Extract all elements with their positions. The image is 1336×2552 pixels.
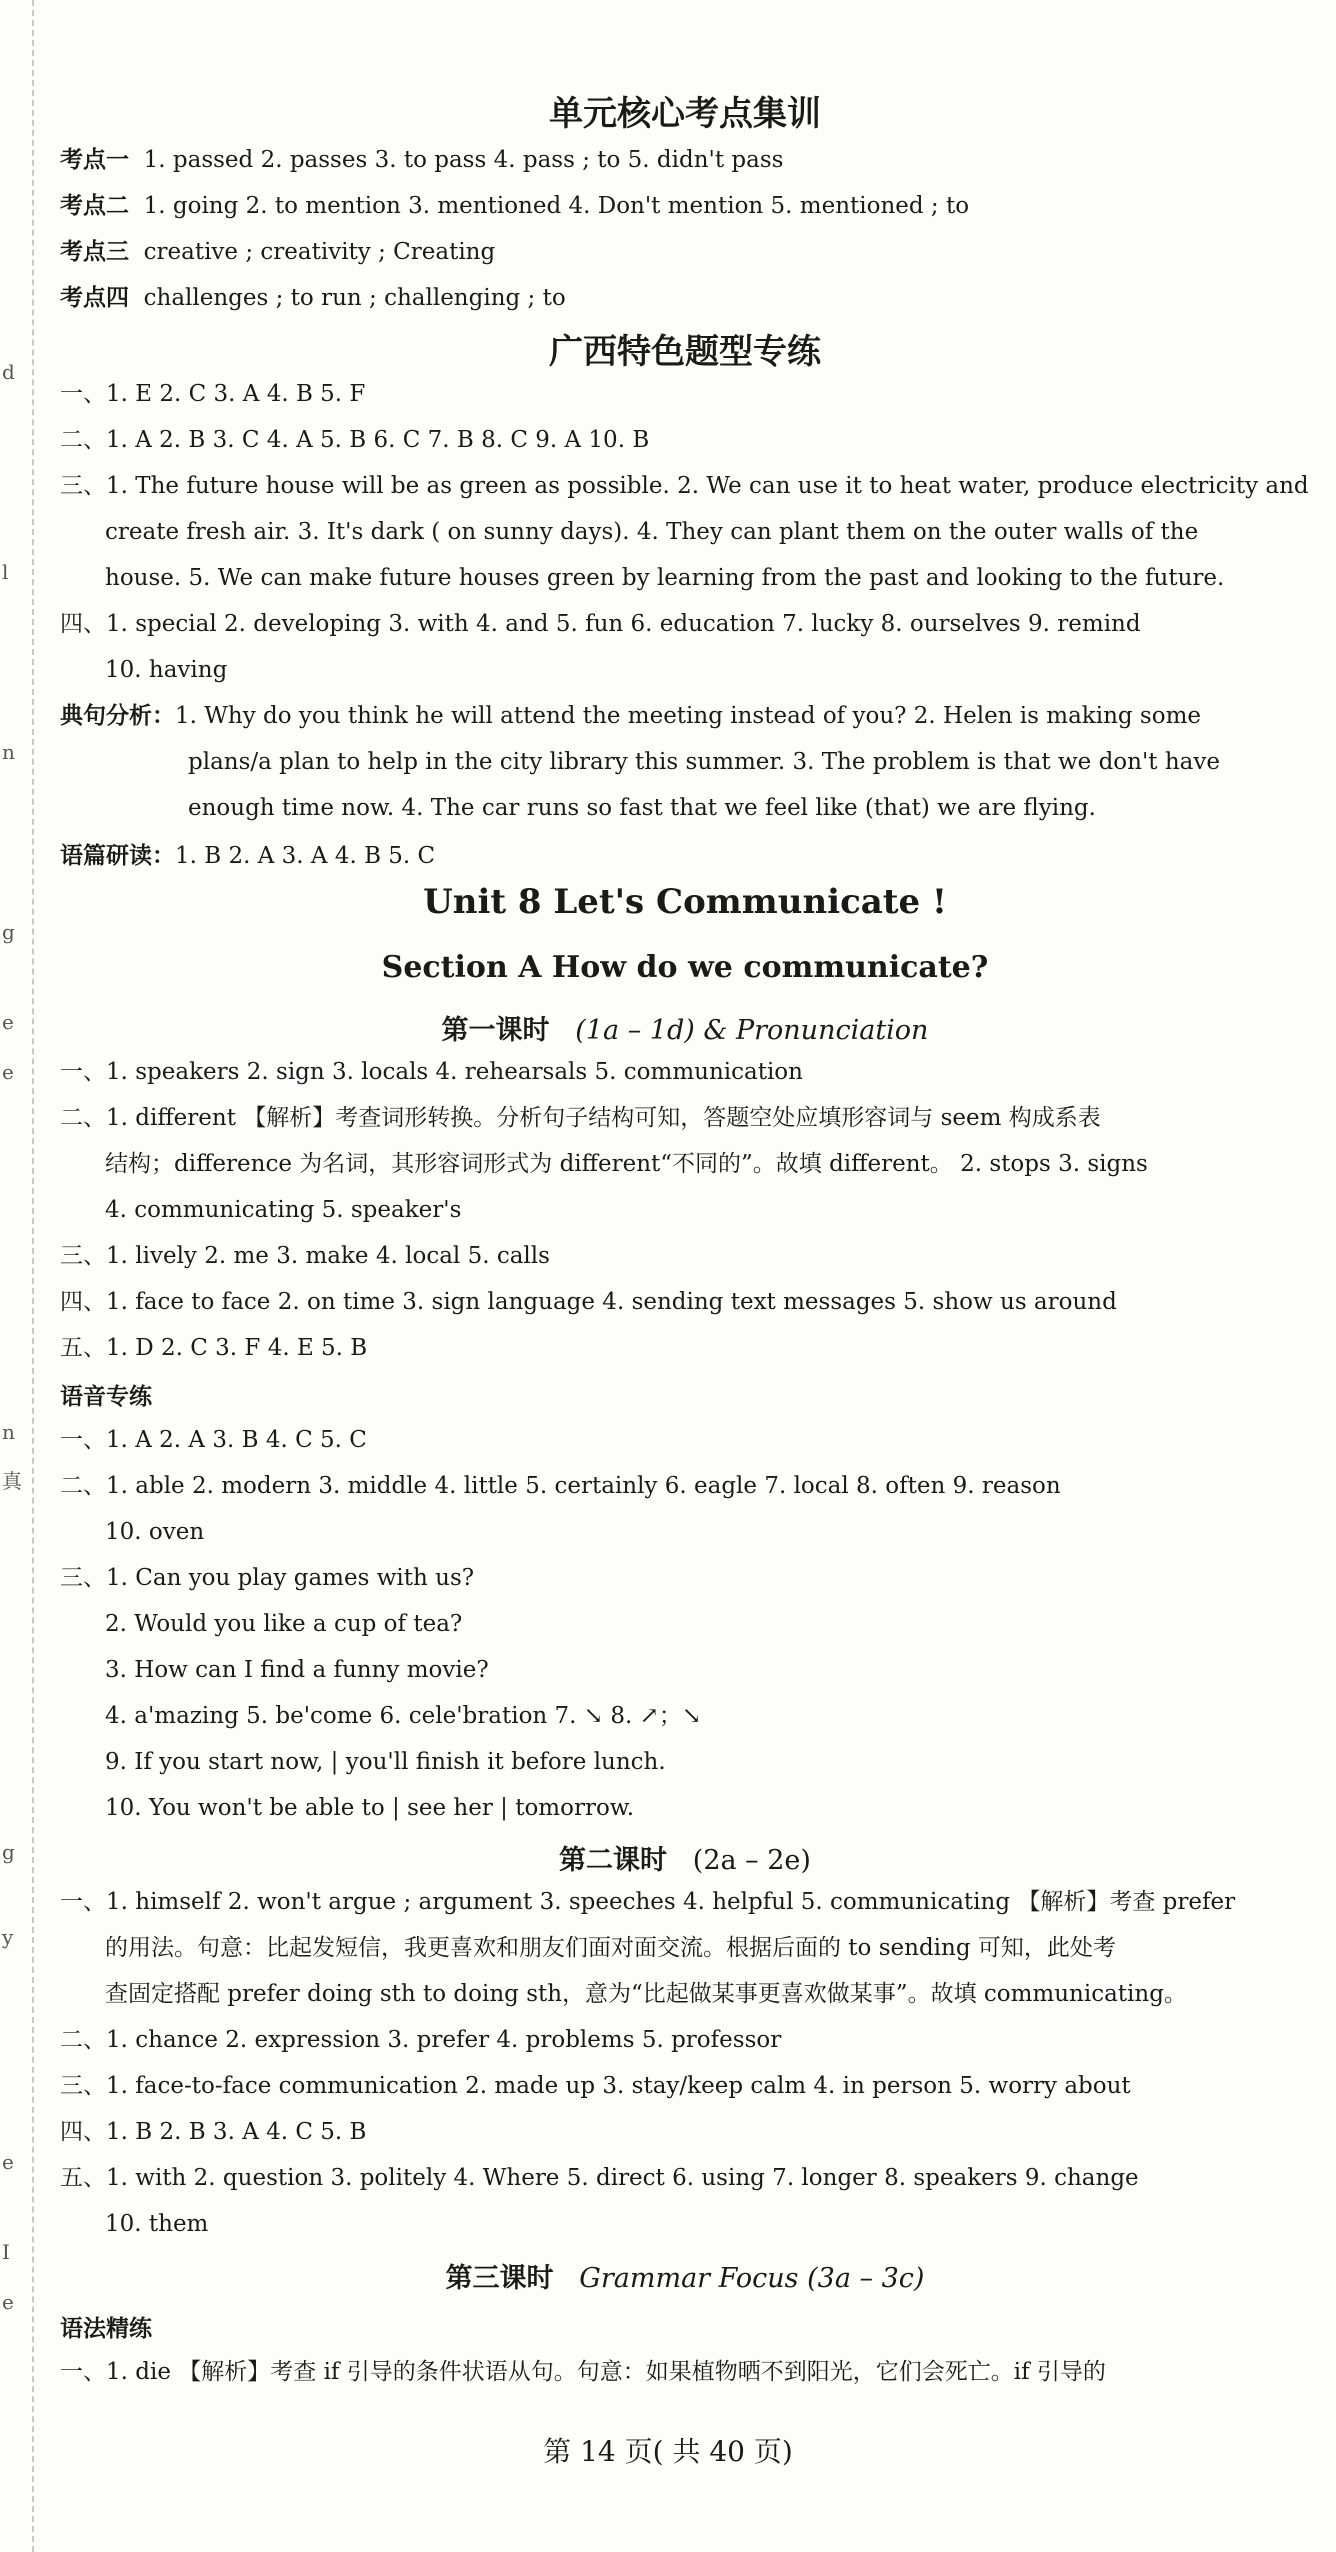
kaodian-4-label: 考点四 — [60, 284, 129, 311]
yupian-text: 1. B 2. A 3. A 4. B 5. C — [175, 843, 436, 869]
binding-edge — [0, 0, 48, 2552]
unit-review-title: 单元核心考点集训 — [549, 94, 821, 134]
answer-line: 四、1. special 2. developing 3. with 4. and 5. fun 6. education 7. lucky 8. ourselves 9. remind — [60, 611, 1141, 637]
kaodian-2-text: 1. going 2. to mention 3. mentioned 4. Don't mention 5. mentioned ; to — [143, 193, 970, 219]
answer-line: 二、1. chance 2. expression 3. prefer 4. problems 5. professor — [60, 2027, 782, 2053]
lesson2-range: (2a – 2e) — [692, 1845, 811, 1876]
kaodian-3-label: 考点三 — [60, 238, 129, 265]
unit8-title: Unit 8 Let's Communicate ! — [423, 882, 947, 922]
yupian-label: 语篇研读： — [60, 842, 175, 869]
edge-fragment: I — [2, 2240, 10, 2264]
kaodian-3 — [60, 236, 495, 268]
lesson1-label: 第一课时 — [441, 1015, 550, 1046]
edge-fragment: y — [2, 1925, 14, 1949]
edge-fragment: e — [2, 2150, 14, 2174]
edge-fragment: 真 — [2, 1469, 22, 1493]
lesson3-range: Grammar Focus (3a – 3c) — [579, 2263, 925, 2294]
answer-line: 结构；difference 为名词，其形容词形式为 different“不同的”。故填 different。 2. stops 3. signs — [105, 1151, 1148, 1177]
answer-line: 一、1. speakers 2. sign 3. locals 4. rehearsals 5. communication — [60, 1059, 803, 1085]
kaodian-1-text: 1. passed 2. passes 3. to pass 4. pass ; to 5. didn't pass — [143, 147, 784, 173]
binding-dashed-line — [32, 0, 34, 2552]
page-number: 第 14 页( 共 40 页) — [543, 2435, 793, 2468]
kaodian-2 — [60, 190, 969, 222]
answer-line: 10. having — [105, 657, 228, 683]
edge-fragment: n — [2, 1420, 15, 1444]
answer-line: 二、1. different 【解析】考查词形转换。分析句子结构可知，答题空处应填形容词与 seem 构成系表 — [60, 1105, 1101, 1131]
answer-line: 三、1. Can you play games with us? — [60, 1565, 475, 1591]
answer-line: 一、1. A 2. A 3. B 4. C 5. C — [60, 1427, 367, 1453]
answer-line: 二、1. able 2. modern 3. middle 4. little 5. certainly 6. eagle 7. local 8. often 9. reason — [60, 1473, 1061, 1499]
answer-line: 查固定搭配 prefer doing sth to doing sth，意为“比起做某事更喜欢做某事”。故填 communicating。 — [105, 1981, 1187, 2007]
answer-line: plans/a plan to help in the city library this summer. 3. The problem is that we don't have — [188, 749, 1220, 775]
answer-line: 三、1. face-to-face communication 2. made up 3. stay/keep calm 4. in person 5. worry about — [60, 2073, 1131, 2099]
kaodian-4-text: challenges ; to run ; challenging ; to — [143, 285, 566, 311]
kaodian-1 — [60, 144, 783, 176]
edge-fragment: e — [2, 1060, 14, 1084]
lesson3-label: 第三课时 — [445, 2263, 554, 2294]
edge-fragment: l — [2, 560, 9, 584]
dianju-text: 1. Why do you think he will attend the meeting instead of you? 2. Helen is making some — [175, 703, 1202, 729]
answer-line: 一、1. himself 2. won't argue ; argument 3. speeches 4. helpful 5. communicating 【解析】考查 prefer — [60, 1889, 1236, 1915]
guangxi-title: 广西特色题型专练 — [549, 332, 821, 372]
edge-fragment: g — [2, 1840, 15, 1864]
answer-line: 10. oven — [105, 1519, 205, 1545]
answer-line: 10. them — [105, 2211, 209, 2237]
answer-line: 二、1. A 2. B 3. C 4. A 5. B 6. C 7. B 8. C 9. A 10. B — [60, 427, 650, 453]
edge-fragment: e — [2, 2290, 14, 2314]
kaodian-2-label: 考点二 — [60, 192, 129, 219]
answer-line: enough time now. 4. The car runs so fast that we feel like (that) we are flying. — [188, 795, 1096, 821]
answer-line: 五、1. D 2. C 3. F 4. E 5. B — [60, 1335, 368, 1361]
answer-line: 9. If you start now, | you'll finish it before lunch. — [105, 1749, 666, 1775]
kaodian-4 — [60, 282, 566, 314]
dianju-label: 典句分析： — [60, 702, 175, 729]
answer-line: 一、1. E 2. C 3. A 4. B 5. F — [60, 381, 366, 407]
answer-line: 四、1. B 2. B 3. A 4. C 5. B — [60, 2119, 367, 2145]
answer-line: 三、1. lively 2. me 3. make 4. local 5. calls — [60, 1243, 550, 1269]
answer-line: 2. Would you like a cup of tea? — [105, 1611, 463, 1637]
answer-line: 四、1. face to face 2. on time 3. sign language 4. sending text messages 5. show us around — [60, 1289, 1117, 1315]
lesson1-title — [60, 1008, 1310, 1047]
edge-fragment: g — [2, 920, 15, 944]
answer-line: 3. How can I find a funny movie? — [105, 1657, 489, 1683]
section-a-title: Section A How do we communicate? — [381, 950, 989, 985]
answer-line: house. 5. We can make future houses green by learning from the past and looking to the future. — [105, 565, 1225, 591]
dianju-line — [60, 700, 1201, 732]
answer-line: 4. a'mazing 5. be'come 6. cele'bration 7. ↘ 8. ↗；↘ — [105, 1703, 702, 1729]
answer-line: create fresh air. 3. It's dark ( on sunny days). 4. They can plant them on the outer walls of the — [105, 519, 1199, 545]
answer-line: 三、1. The future house will be as green as possible. 2. We can use it to heat water, produce electricity and — [60, 473, 1309, 499]
yupian-line — [60, 840, 435, 872]
lesson1-range: (1a – 1d) & Pronunciation — [575, 1015, 929, 1046]
answer-line: 五、1. with 2. question 3. politely 4. Where 5. direct 6. using 7. longer 8. speakers 9. change — [60, 2165, 1139, 2191]
answer-line: 10. You won't be able to | see her | tomorrow. — [105, 1795, 635, 1821]
lesson3-title — [60, 2256, 1310, 2295]
answer-line: 4. communicating 5. speaker's — [105, 1197, 462, 1223]
edge-fragment: e — [2, 1010, 14, 1034]
kaodian-1-label: 考点一 — [60, 146, 129, 173]
answer-line: 一、1. die 【解析】考查 if 引导的条件状语从句。句意：如果植物晒不到阳光，它们会死亡。if 引导的 — [60, 2359, 1106, 2385]
lesson2-label: 第二课时 — [559, 1845, 668, 1876]
kaodian-3-text: creative ; creativity ; Creating — [143, 239, 496, 265]
edge-fragment: d — [2, 360, 15, 384]
edge-fragment: n — [2, 740, 15, 764]
answer-line: 的用法。句意：比起发短信，我更喜欢和朋友们面对面交流。根据后面的 to sending 可知，此处考 — [105, 1935, 1116, 1961]
pronunciation-practice-title: 语音专练 — [60, 1383, 152, 1410]
grammar-practice-title: 语法精练 — [60, 2315, 152, 2342]
lesson2-title — [60, 1838, 1310, 1877]
